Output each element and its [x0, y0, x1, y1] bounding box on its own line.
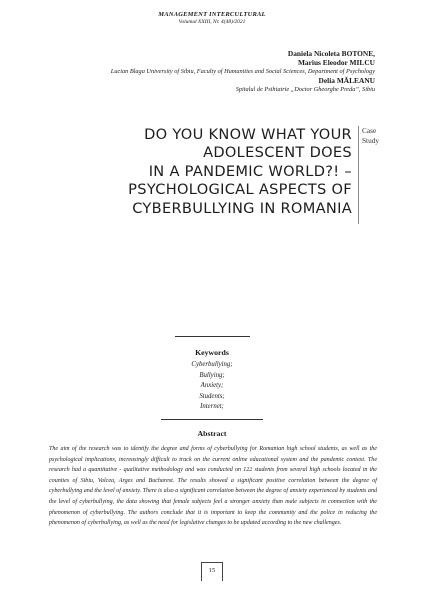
author-names-3: Delia MĂLEANU: [318, 76, 375, 85]
keywords-heading: Keywords: [195, 348, 229, 357]
title-line: PSYCHOLOGICAL ASPECTS OF: [128, 181, 352, 199]
author-names-2: Marius Eleodor MILCU: [297, 58, 375, 67]
title-line: ADOLESCENT DOES: [203, 144, 352, 162]
article-type-line: Study: [362, 135, 380, 145]
keyword-item: Anxiety;: [200, 382, 224, 389]
journal-volume: Volumul XXIII, Nr. 4(48)/2021: [178, 19, 246, 25]
journal-header: [0, 11, 424, 25]
article-type: [362, 126, 379, 145]
author-block: [15, 49, 375, 94]
article-type-line: Case: [362, 126, 377, 135]
title-divider: [358, 126, 359, 224]
keyword-item: Students;: [199, 392, 225, 400]
keywords-top-rule: [175, 336, 250, 337]
keyword-item: Cyberbullying;: [191, 361, 233, 368]
keyword-item: Bullying;: [199, 371, 225, 379]
abstract-text: The aim of the research was to identify the degree and forms of cyberbullying for Romanian high school students, as well as the psychological implications, increasingly difficult to track on the current online educational system and the pandemic context. The research had a quantitative - qualitative methodology and was conducted on 122 students from several high schools located in the counties of Sibiu, Valcea, Arges and Bucharest. The results showed a significant positive correlation between the degree of cyberbullying and the level of anxiety. There is also a significant correlation between the degree of anxiety experienced by students and the level of cyberbullying, the data showing that female subjects feel a stronger anxiety than male subjects in connection with the phenomenon of cyberbullying. The authors conclude that it is important to keep the community and the police in reducing the phenomenon of cyberbullying, as well as the need for legislative changes to be updated according to the new challenges.: [49, 446, 377, 527]
author-names-1: Daniela Nicoleta BOTONE,: [287, 49, 375, 58]
title-line: DO YOU KNOW WHAT YOUR: [144, 126, 352, 143]
abstract-top-rule: [161, 419, 263, 420]
abstract-heading: Abstract: [197, 429, 227, 438]
keywords-list: [0, 360, 424, 413]
keyword-item: Internet;: [200, 403, 224, 410]
author-affiliation-1: Lucian Blaga University of Sibiu, Faculty of Humanities and Social Sciences, Department of Psychology: [110, 68, 375, 75]
title-line: CYBERBULLYING IN ROMANIA: [132, 199, 352, 217]
page-number: 15: [201, 562, 223, 581]
author-affiliation-2: Spitalul de Psihiatrie „Doctor Gheorghe Preda”, Sibiu: [235, 86, 375, 93]
journal-title: MANAGEMENT INTERCULTURAL: [158, 11, 266, 18]
title-line: IN A PANDEMIC WORLD?! –: [148, 162, 352, 180]
article-title: [40, 126, 352, 218]
